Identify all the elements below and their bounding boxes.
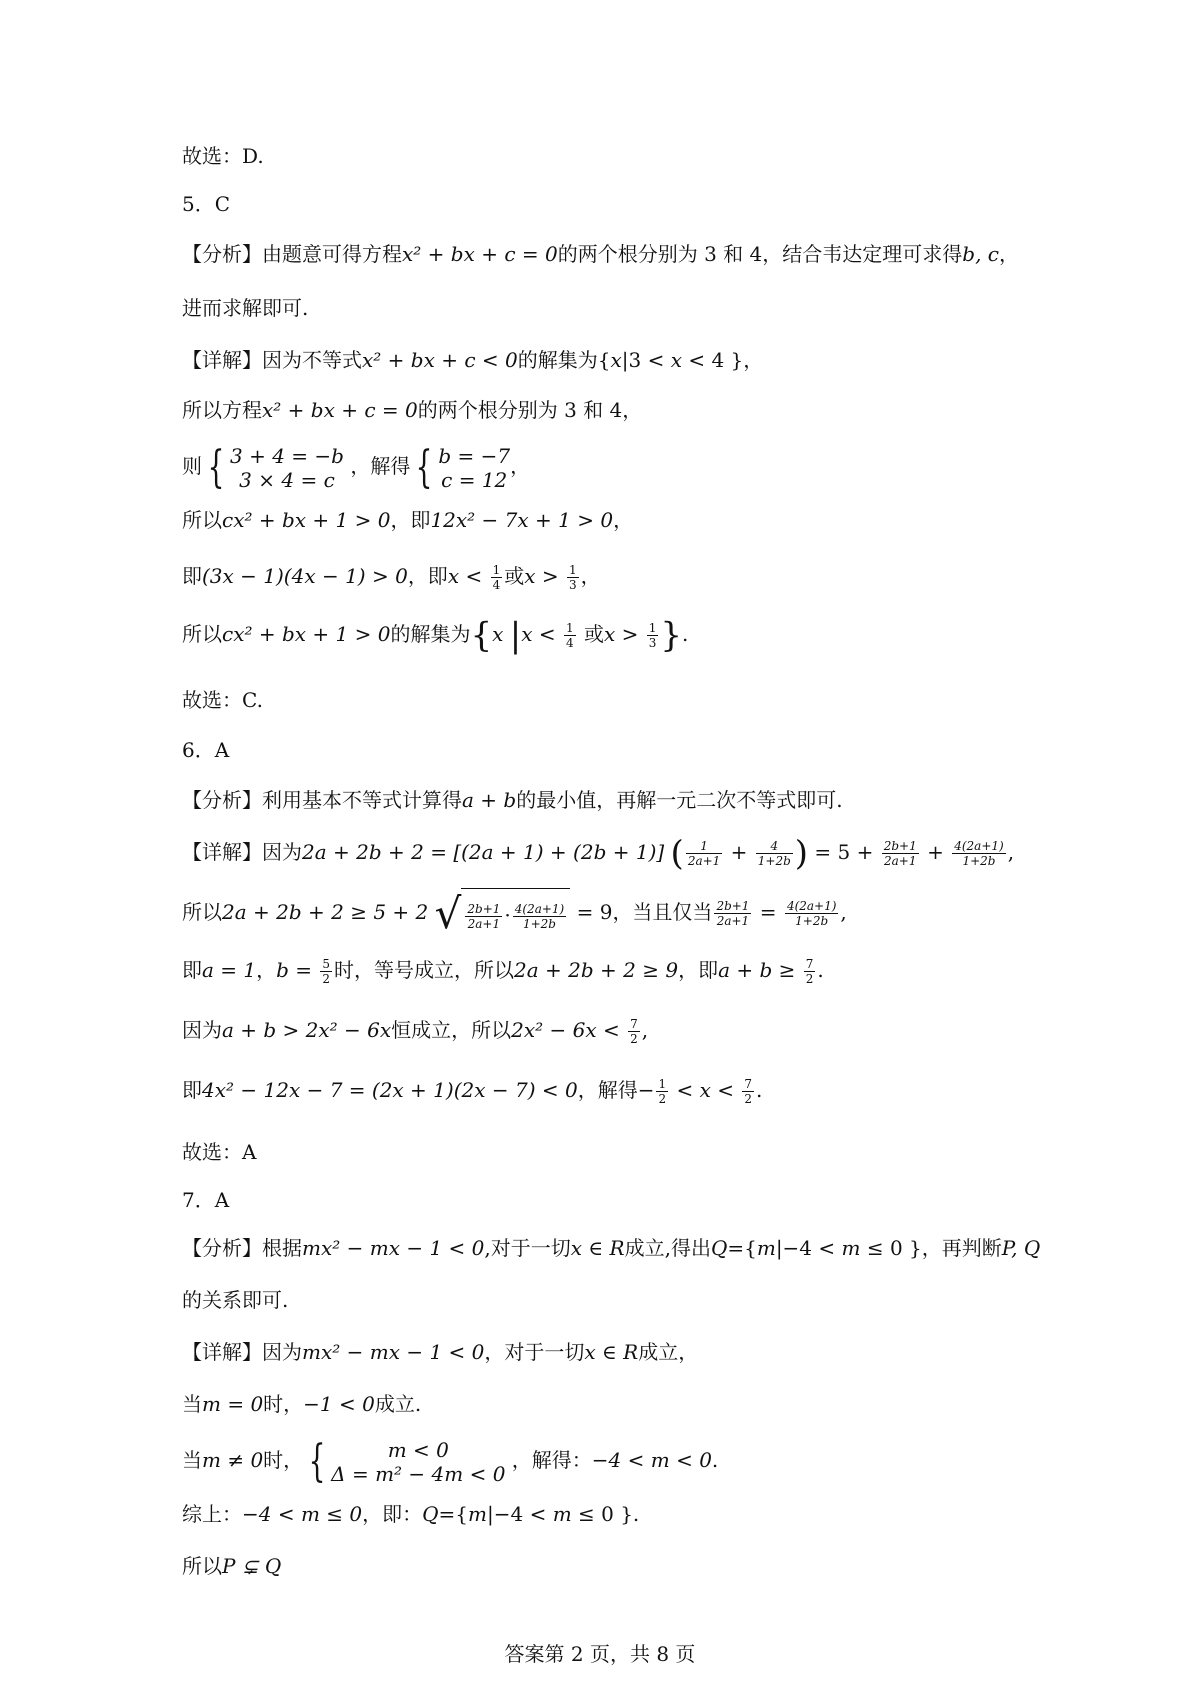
line-12: 6．A	[182, 738, 230, 762]
line-21: 【分析】根据mx² − mx − 1 < 0,对于一切x ∈ R成立,得出Q={m|−4 < m ≤ 0 }，再判断P, Q	[182, 1236, 1041, 1260]
page-footer: 答案第 2 页，共 8 页	[504, 1642, 696, 1666]
line-23: 【详解】因为mx² − mx − 1 < 0，对于一切x ∈ R成立，	[182, 1340, 699, 1364]
line-17: 因为a + b > 2x² − 6x恒成立，所以2x² − 6x < $\frac{7}{2}$ ,	[182, 1017, 649, 1046]
line-25-system: 当m ≠ 0时， { m < 0 Δ = m² − 4m < 0 ，解得：−4 < m < 0.	[182, 1435, 719, 1487]
line-27: 所以P ⊊ Q	[182, 1554, 282, 1578]
line-24: 当m = 0时，−1 < 0成立.	[182, 1392, 422, 1416]
line-15-sqrt: 所以2a + 2b + 2 ≥ 5 + 2 √ $\frac{2b+1}{2a+1}$ · $\frac{4(2a+1)}{1+2b}$ = 9，当且仅当 $\frac{2b+1}{2a+1}$ = $\frac{4(2a+1)}{1+2b}$ ,	[182, 888, 847, 938]
line-22: 的关系即可.	[182, 1288, 289, 1312]
line-20: 7．A	[182, 1188, 230, 1212]
line-1: 故选：D.	[182, 144, 264, 168]
line-3: 【分析】由题意可得方程x² + bx + c = 0的两个根分别为 3 和 4，结合韦达定理可求得b, c，	[182, 242, 1019, 266]
line-18: 即4x² − 12x − 7 = (2x + 1)(2x − 7) < 0，解得− $\frac{1}{2}$ < x < $\frac{7}{2}$ .	[182, 1077, 763, 1106]
line-26: 综上：−4 < m ≤ 0，即：Q={m|−4 < m ≤ 0 }.	[182, 1502, 640, 1526]
line-8: 所以cx² + bx + 1 > 0，即12x² − 7x + 1 > 0，	[182, 508, 634, 532]
line-5: 【详解】因为不等式x² + bx + c < 0的解集为{x|3 < x < 4 }，	[182, 348, 764, 372]
line-16: 即a = 1，b = $\frac{5}{2}$ 时，等号成立，所以2a + 2b + 2 ≥ 9，即a + b ≥ $\frac{7}{2}$ .	[182, 957, 824, 986]
line-6: 所以方程x² + bx + c = 0的两个根分别为 3 和 4，	[182, 398, 643, 422]
line-19: 故选：A	[182, 1140, 257, 1164]
line-10: 所以cx² + bx + 1 > 0的解集为{x |x < $\frac{1}{4}$ 或x > $\frac{1}{3}$ }.	[182, 615, 689, 656]
line-11: 故选：C.	[182, 688, 263, 712]
line-14: 【详解】因为2a + 2b + 2 = [(2a + 1) + (2b + 1)] ( $\frac{1}{2a+1}$ + $\frac{4}{1+2b}$ ) = 5 + $\frac{2b+1}{2a+1}$ + $\frac{4(2a+1)}{1+2b}$ ,	[182, 833, 1015, 874]
line-2: 5．C	[182, 192, 231, 216]
line-9: 即(3x − 1)(4x − 1) > 0，即x < $\frac{1}{4}$ 或x > $\frac{1}{3}$ ，	[182, 563, 601, 592]
line-13: 【分析】利用基本不等式计算得a + b的最小值，再解一元二次不等式即可.	[182, 788, 843, 812]
line-4: 进而求解即可.	[182, 296, 309, 320]
line-7-system: 则 { 3 + 4 = −b 3 × 4 = c ，解得 { b = −7 c = 12 ，	[182, 441, 531, 493]
